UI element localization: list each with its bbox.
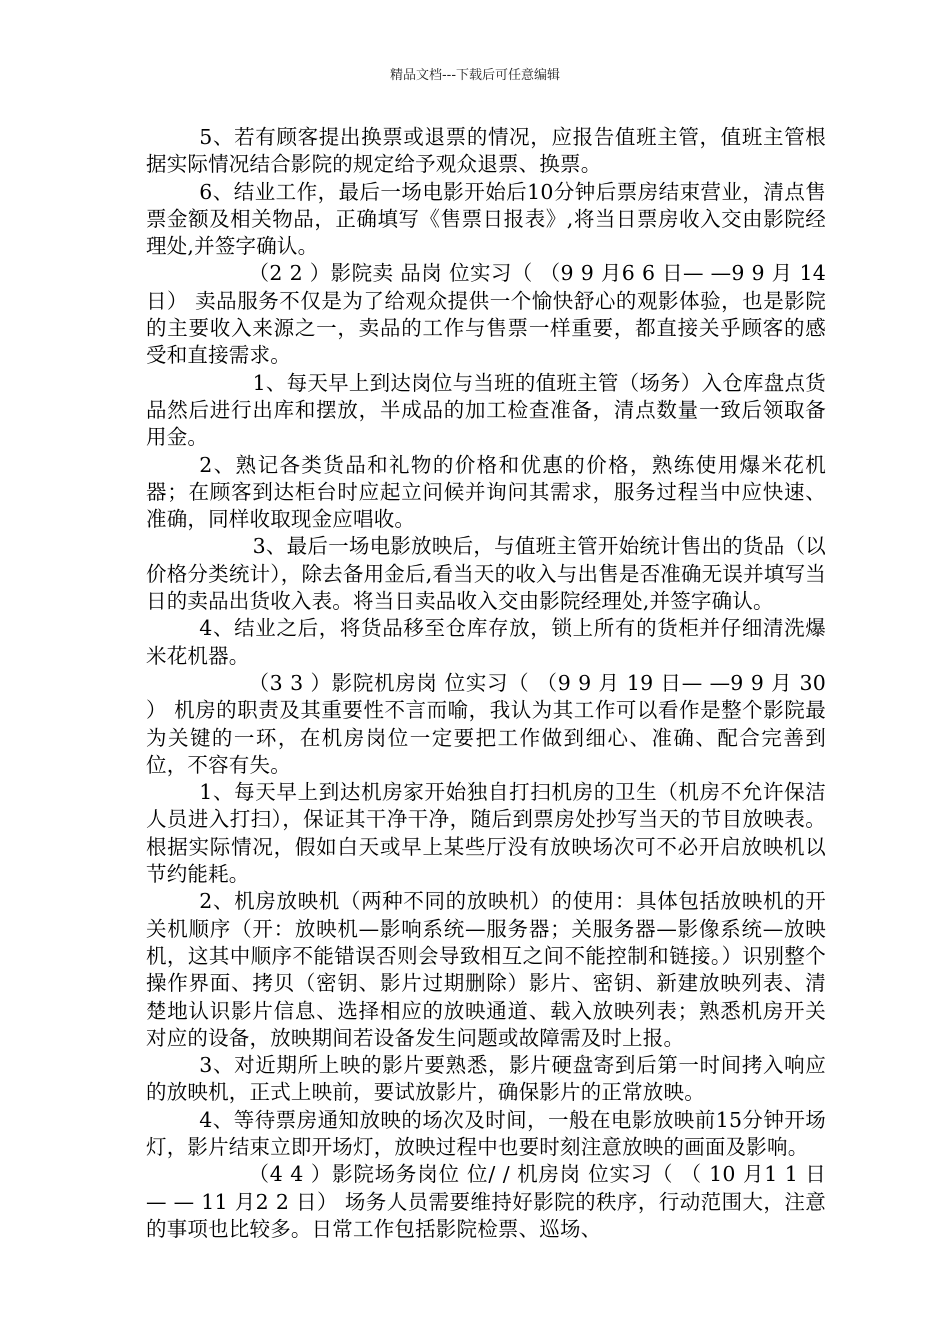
paragraph: 5、若有顾客提出换票或退票的情况，应报告值班主管，值班主管根据实际情况结合影院的规定给予观众退票、换票。 [146, 125, 826, 177]
section-heading-paragraph: （3 3 ）影院机房岗 位实习（ （9 9 月 19 日— —9 9 月 30 ） 机房的职责及其重要性不言而喻，我认为其工作可以看作是整个影院最为关键的一环，在机房岗位一定要把工作做到细心、准确、配合完善到位，不容有失。 [146, 670, 826, 777]
document-body [146, 124, 826, 1243]
paragraph: 1、每天早上到达机房家开始独自打扫机房的卫生（机房不允许保洁人员进入打扫），保证其干净干净，随后到票房处抄写当天的节目放映表。根据实际情况，假如白天或早上某些厅没有放映场次可不必开启放映机以节约能耗。 [146, 780, 826, 887]
paragraph: 2、机房放映机（两种不同的放映机）的使用：具体包括放映机的开关机顺序（开：放映机—影响系统—服务器；关服务器—影像系统—放映机，这其中顺序不能错误否则会导致相互之间不能控制和链接。）识别整个操作界面、拷贝（密钥、影片过期删除）影片、密钥、新建放映列表、清楚地认识影片信息、选择相应的放映通道、载入放映列表；熟悉机房开关对应的设备，放映期间若设备发生问题或故障需及时上报。 [146, 889, 826, 1050]
paragraph: 1、每天早上到达岗位与当班的值班主管（场务）入仓库盘点货品然后进行出库和摆放，半成品的加工检查准备，清点数量一致后领取备用金。 [146, 370, 826, 450]
section-heading-paragraph: （4 4 ）影院场务岗位 位/ / 机房岗 位实习（ （ 10 月1 1 日— — 11 月2 2 日） 场务人员需要维持好影院的秩序，行动范围大，注意的事项也比较多。日常工作包括影院检票、巡场、 [146, 1162, 826, 1241]
paragraph: 4、等待票房通知放映的场次及时间，一般在电影放映前15分钟开场灯，影片结束立即开场灯，放映过程中也要时刻注意放映的画面及影响。 [146, 1107, 826, 1159]
paragraph: 6、结业工作，最后一场电影开始后10分钟后票房结束营业，清点售票金额及相关物品，正确填写《售票日报表》,将当日票房收入交由影院经理处,并签字确认。 [146, 179, 826, 259]
section-heading-paragraph: （2 2 ）影院卖 品岗 位实习（ （9 9 月6 6 日— —9 9 月 14 日） 卖品服务不仅是为了给观众提供一个愉快舒心的观影体验，也是影院的主要收入来源之一，卖品的工作与售票一样重要，都直接关乎顾客的感受和直接需求。 [146, 261, 826, 368]
paragraph: 4、结业之后，将货品移至仓库存放，锁上所有的货柜并仔细清洗爆米花机器。 [146, 616, 826, 668]
paragraph: 3、对近期所上映的影片要熟悉，影片硬盘寄到后第一时间拷入响应的放映机，正式上映前，要试放影片，确保影片的正常放映。 [146, 1053, 826, 1105]
paragraph: 3、最后一场电影放映后，与值班主管开始统计售出的货品（以价格分类统计），除去备用金后,看当天的收入与出售是否准确无误并填写当日的卖品出货收入表。将当日卖品收入交由影院经理处,并签字确认。 [146, 534, 826, 614]
paragraph: 2、熟记各类货品和礼物的价格和优惠的价格，熟练使用爆米花机器；在顾客到达柜台时应起立问候并询问其需求，服务过程当中应快速、准确，同样收取现金应唱收。 [146, 452, 826, 532]
page-header: 精品文档---下载后可任意编辑 [389, 68, 561, 83]
